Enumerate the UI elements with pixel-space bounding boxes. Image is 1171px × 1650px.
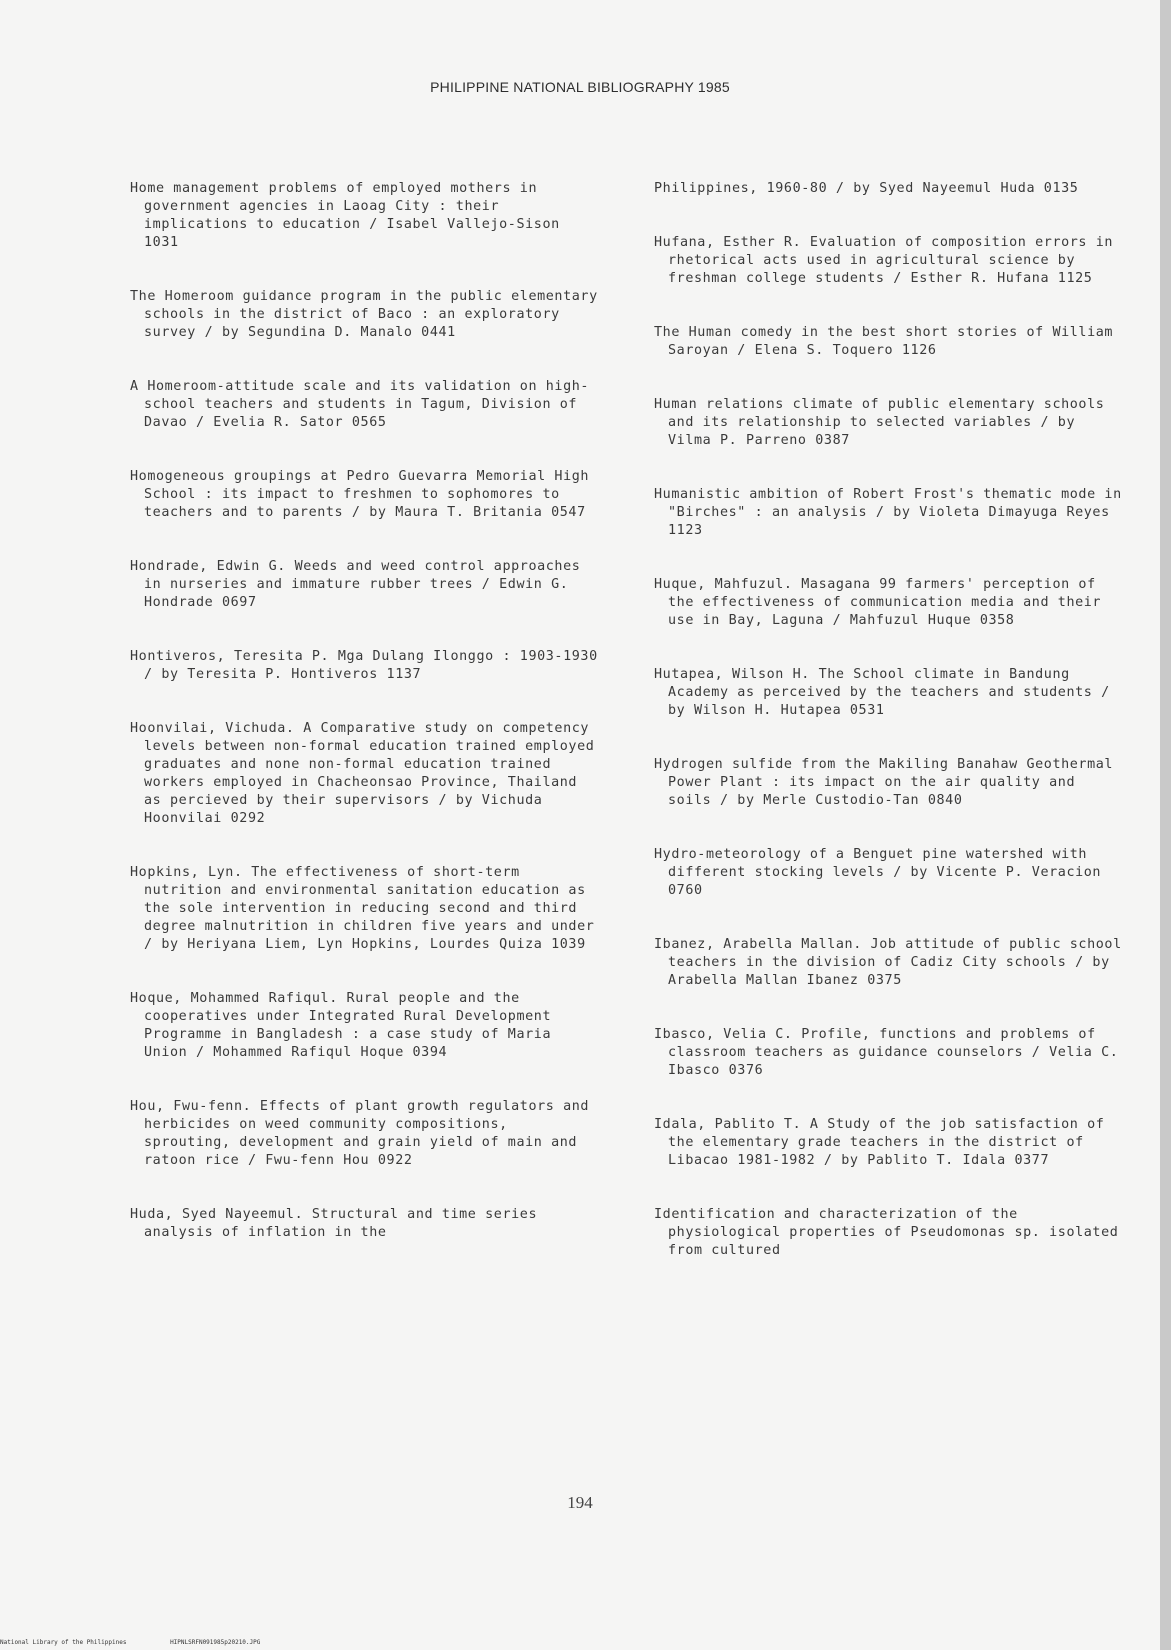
right-column: [654, 180, 1124, 1296]
bibliography-entry: The Homeroom guidance program in the public elementary schools in the district of Baco : an exploratory survey / by Segundina D. Manalo 0441: [130, 289, 598, 340]
bibliography-entry: Hontiveros, Teresita P. Mga Dulang Ilonggo : 1903-1930 / by Teresita P. Hontiveros 1137: [130, 649, 598, 682]
footer-file-name: HIPNLSRFN091985p20210.JPG: [170, 1639, 261, 1646]
bibliography-entry: Hoque, Mohammed Rafiqul. Rural people and the cooperatives under Integrated Rural Development Programme in Bangladesh : a case study of Maria Union / Mohammed Rafiqul Hoque 0394: [130, 991, 552, 1060]
running-header: PHILIPPINE NATIONAL BIBLIOGRAPHY 1985: [430, 79, 730, 95]
bibliography-entry: Ibasco, Velia C. Profile, functions and problems of classroom teachers as guidance counselors / Velia C. Ibasco 0376: [654, 1027, 1119, 1078]
bibliography-entry: Home management problems of employed mothers in government agencies in Laoag City : their implications to education / Isabel Vallejo-Sison 1031: [130, 181, 560, 250]
bibliography-entry: The Human comedy in the best short stories of William Saroyan / Elena S. Toquero 1126: [654, 325, 1114, 358]
bibliography-entry: Human relations climate of public elementary schools and its relationship to selected variables / by Vilma P. Parreno 0387: [654, 397, 1105, 448]
bibliography-entry: Idala, Pablito T. A Study of the job satisfaction of the elementary grade teachers in the district of Libacao 1981-1982 / by Pablito T. Idala 0377: [654, 1117, 1105, 1168]
bibliography-entry: Huque, Mahfuzul. Masagana 99 farmers' perception of the effectiveness of communication media and their use in Bay, Laguna / Mahfuzul Huque 0358: [654, 577, 1102, 628]
bibliography-entry: Hutapea, Wilson H. The School climate in Bandung Academy as perceived by the teachers and students / by Wilson H. Hutapea 0531: [654, 667, 1110, 718]
left-column: [130, 180, 600, 1278]
bibliography-entry: Homogeneous groupings at Pedro Guevarra Memorial High School : its impact to freshmen to sophomores to teachers and to parents / by Maura T. Britania 0547: [130, 469, 590, 520]
bibliography-entry: Hufana, Esther R. Evaluation of composition errors in rhetorical acts used in agricultural science by freshman college students / Esther R. Hufana 1125: [654, 235, 1114, 286]
footer-library-name: National Library of the Philippines: [0, 1639, 127, 1646]
bibliography-entry: Hydrogen sulfide from the Makiling Banahaw Geothermal Power Plant : its impact on the air quality and soils / by Merle Custodio-Tan 0840: [654, 757, 1114, 808]
bibliography-entry: Hondrade, Edwin G. Weeds and weed control approaches in nurseries and immature rubber trees / Edwin G. Hondrade 0697: [130, 559, 581, 610]
bibliography-entry: Hou, Fwu-fenn. Effects of plant growth regulators and herbicides on weed community compositions, sprouting, development and grain yield of main and ratoon rice / Fwu-fenn Hou 0922: [130, 1099, 590, 1168]
bibliography-entry: Hoonvilai, Vichuda. A Comparative study on competency levels between non-formal education trained employed graduates and none non-formal education trained workers employed in Chacheonsao Province, Thailand as percieved by their supervisors / by Vichuda Hoonvilai 0292: [130, 721, 595, 826]
bibliography-entry: A Homeroom-attitude scale and its validation on high-school teachers and students in Tagum, Division of Davao / Evelia R. Sator 0565: [130, 379, 590, 430]
scan-edge: [1160, 0, 1171, 1650]
bibliography-entry: Hydro-meteorology of a Benguet pine watershed with different stocking levels / by Vicente P. Veracion 0760: [654, 847, 1102, 898]
bibliography-entry: Identification and characterization of the physiological properties of Pseudomonas sp. isolated from cultured: [654, 1207, 1119, 1258]
bibliography-entry: Humanistic ambition of Robert Frost's thematic mode in "Birches" : an analysis / by Violeta Dimayuga Reyes 1123: [654, 487, 1122, 538]
page-number: 194: [567, 1493, 593, 1512]
bibliography-entry: Ibanez, Arabella Mallan. Job attitude of public school teachers in the division of Cadiz City schools / by Arabella Mallan Ibanez 0375: [654, 937, 1122, 988]
scan-footer: [0, 1639, 300, 1646]
bibliography-entry: Hopkins, Lyn. The effectiveness of short-term nutrition and environmental sanitation education as the sole intervention in reducing second and third degree malnutrition in children five years and under / by Heriyana Liem, Lyn Hopkins, Lourdes Quiza 1039: [130, 865, 595, 952]
bibliography-entry: Philippines, 1960-80 / by Syed Nayeemul Huda 0135: [654, 181, 1079, 196]
bibliography-entry: Huda, Syed Nayeemul. Structural and time series analysis of inflation in the: [130, 1207, 538, 1240]
